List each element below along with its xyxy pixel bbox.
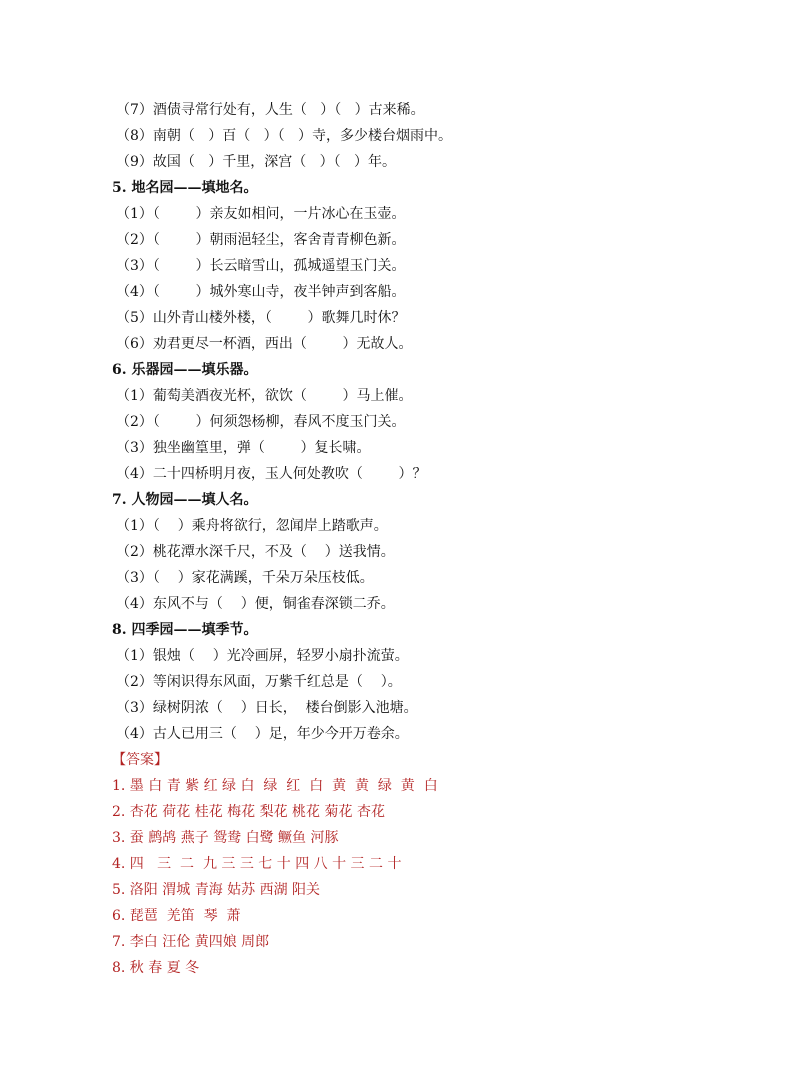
answer-line: 3. 蚕 鹧鸪 燕子 鸳鸯 白鹭 鳜鱼 河豚 <box>112 830 339 846</box>
answer-title: 【答案】 <box>112 752 168 768</box>
question-line: （3）（ ）家花满蹊，千朵万朵压枝低。 <box>116 570 374 586</box>
answer-line: 6. 琵琶 羌笛 琴 萧 <box>112 908 241 924</box>
question-line: （2）（ ）朝雨浥轻尘，客舍青青柳色新。 <box>116 232 406 248</box>
answer-line: 5. 洛阳 渭城 青海 姑苏 西湖 阳关 <box>112 882 321 898</box>
question-line: （4）（ ）城外寒山寺，夜半钟声到客船。 <box>116 284 406 300</box>
question-line: （1）（ ）乘舟将欲行，忽闻岸上踏歌声。 <box>116 518 388 534</box>
question-line: （7）酒债寻常行处有，人生（ ）（ ）古来稀。 <box>116 102 425 118</box>
section-heading: 5. 地名园——填地名。 <box>112 180 258 196</box>
question-line: （6）劝君更尽一杯酒，西出（ ）无故人。 <box>116 336 413 352</box>
answer-line: 8. 秋 春 夏 冬 <box>112 960 200 976</box>
section-heading: 7. 人物园——填人名。 <box>112 492 258 508</box>
question-line: （2）等闲识得东风面，万紫千红总是（ ）。 <box>116 674 402 690</box>
question-line: （2）桃花潭水深千尺，不及（ ）送我情。 <box>116 544 395 560</box>
question-line: （1）葡萄美酒夜光杯，欲饮（ ）马上催。 <box>116 388 413 404</box>
answer-line: 4. 四 三 二 九 三 三 七 十 四 八 十 三 二 十 <box>112 856 402 872</box>
answer-line: 7. 李白 汪伦 黄四娘 周郎 <box>112 934 270 950</box>
question-line: （8）南朝（ ）百（ ）（ ）寺，多少楼台烟雨中。 <box>116 128 452 144</box>
question-line: （3）独坐幽篁里，弹（ ）复长啸。 <box>116 440 371 456</box>
answer-line: 1. 墨 白 青 紫 红 绿 白 绿 红 白 黄 黄 绿 黄 白 <box>112 778 438 794</box>
question-line: （2）（ ）何须怨杨柳，春风不度玉门关。 <box>116 414 406 430</box>
question-line: （4）古人已用三（ ）足，年少今开万卷余。 <box>116 726 409 742</box>
question-line: （3）（ ）长云暗雪山，孤城遥望玉门关。 <box>116 258 406 274</box>
question-line: （5）山外青山楼外楼，（ ）歌舞几时休？ <box>116 310 406 326</box>
section-heading: 6. 乐器园——填乐器。 <box>112 362 258 378</box>
question-line: （3）绿树阴浓（ ）日长， 楼台倒影入池塘。 <box>116 700 418 716</box>
section-heading: 8. 四季园——填季节。 <box>112 622 258 638</box>
answer-line: 2. 杏花 荷花 桂花 梅花 梨花 桃花 菊花 杏花 <box>112 804 385 820</box>
question-line: （4）二十四桥明月夜，玉人何处教吹（ ）？ <box>116 466 427 482</box>
question-line: （1）（ ）亲友如相问，一片冰心在玉壶。 <box>116 206 406 222</box>
question-line: （9）故国（ ）千里，深宫（ ）（ ）年。 <box>116 154 396 170</box>
question-line: （4）东风不与（ ）便，铜雀春深锁二乔。 <box>116 596 395 612</box>
question-line: （1）银烛（ ）光冷画屏，轻罗小扇扑流萤。 <box>116 648 409 664</box>
